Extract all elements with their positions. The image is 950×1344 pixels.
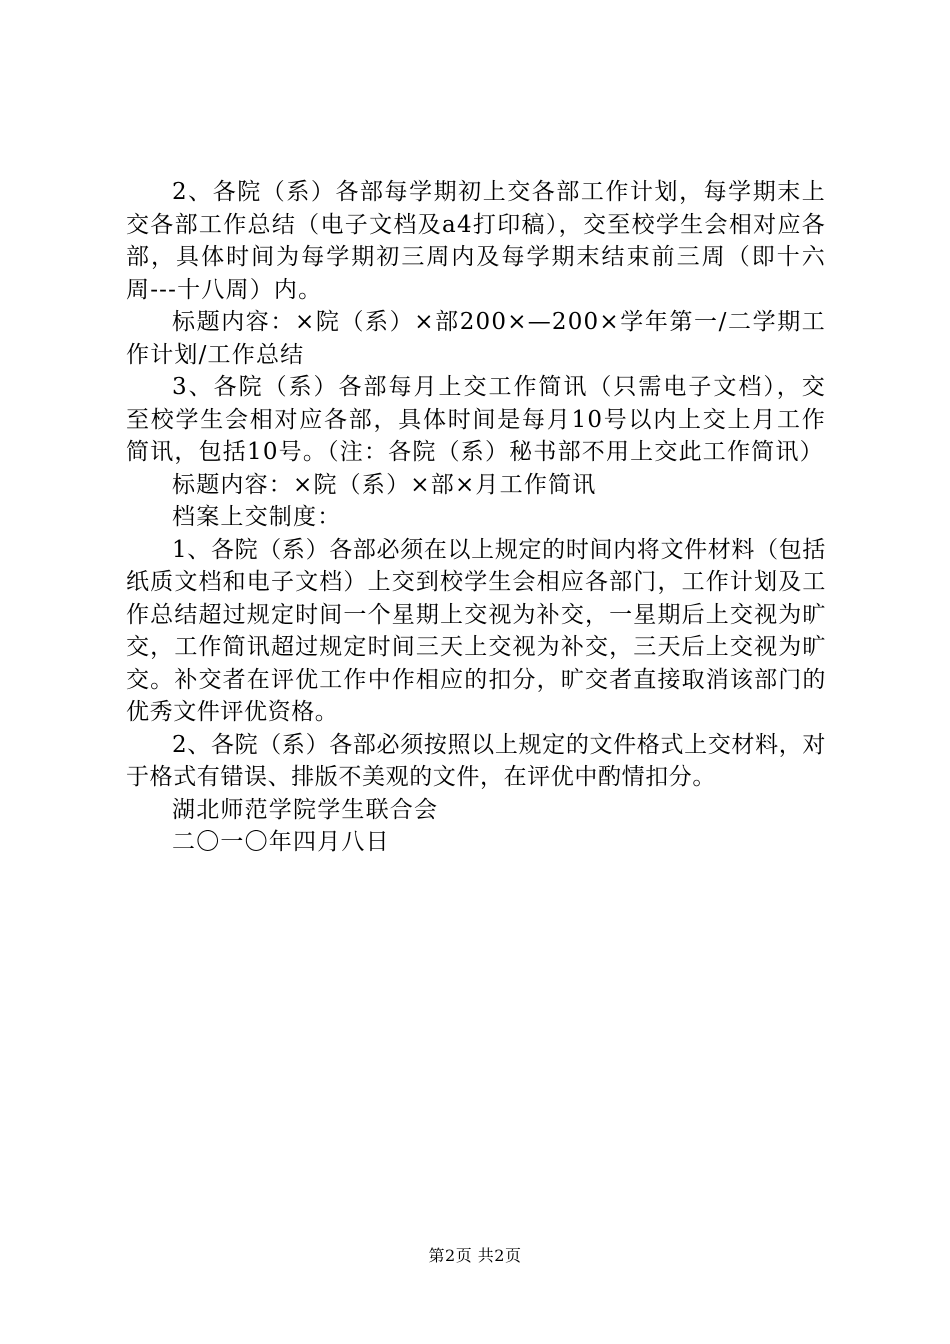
paragraph-format-rules: 2、各院（系）各部必须按照以上规定的文件格式上交材料，对于格式有错误、排版不美观的文件，在评优中酌情扣分。 (126, 731, 826, 790)
document-body (126, 176, 826, 859)
signature-organization: 湖北师范学院学生联合会 (172, 796, 439, 823)
page-number-footer: 第2页 共2页 (428, 1246, 522, 1265)
paragraph-newsletter-submission: 3、各院（系）各部每月上交工作简讯（只需电子文档），交至校学生会相对应各部，具体时间是每月10号以内上交上月工作简讯，包括10号。（注：各院（系）秘书部不用上交此工作简讯） (126, 374, 826, 465)
paragraph-deadline-rules: 1、各院（系）各部必须在以上规定的时间内将文件材料（包括纸质文档和电子文档）上交到校学生会相应各部门，工作计划及工作总结超过规定时间一个星期上交视为补交，一星期后上交视为旷交，工作简讯超过规定时间三天上交视为补交，三天后上交视为旷交。补交者在评优工作中作相应的扣分，旷交者直接取消该部门的优秀文件评优资格。 (126, 536, 826, 725)
paragraph-newsletter-title-format: 标题内容：×院（系）×部×月工作简讯 (172, 471, 597, 498)
section-heading-archive-rules: 档案上交制度： (172, 504, 342, 530)
paragraph-plan-title-format: 标题内容：×院（系）×部200×—200×学年第一/二学期工作计划/工作总结 (126, 309, 826, 368)
signature-date: 二〇一〇年四月八日 (172, 829, 390, 855)
paragraph-work-plan-submission: 2、各院（系）各部每学期初上交各部工作计划，每学期末上交各部工作总结（电子文档及a4打印稿），交至校学生会相对应各部，具体时间为每学期初三周内及每学期末结束前三周（即十六周---十八周）内。 (126, 179, 826, 303)
